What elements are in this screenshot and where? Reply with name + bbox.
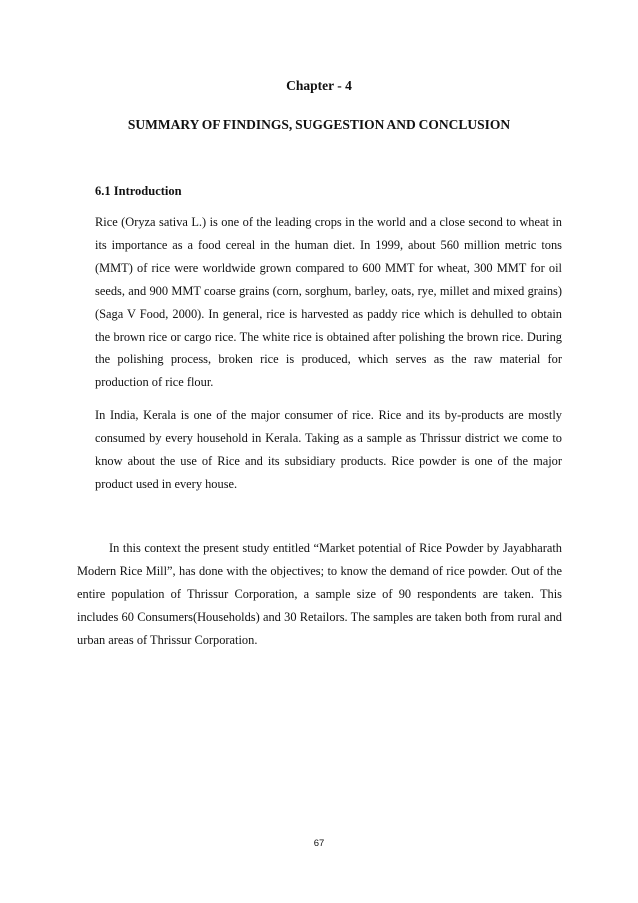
paragraph-context: In this context the present study entitled “Market potential of Rice Powder by Jayabharath Modern Rice Mill”, has done with the objectives; to know the demand of rice powder. Out of the entire population of Thrissur Corporation, a sample size of 90 respondents are taken. This includes 60 Consumers(Households) and 30 Retailors. The samples are taken both from rural and urban areas of Thrissur Corporation. [77,541,562,647]
page-number: 67 [313,838,325,849]
paragraph-intro: Rice (Oryza sativa L.) is one of the leading crops in the world and a close second to wheat in its importance as a food cereal in the human diet. In 1999, about 560 million metric tons (MMT) of rice were worldwide grown compared to 600 MMT for wheat, 300 MMT for oil seeds, and 900 MMT coarse grains (corn, sorghum, barley, oats, rye, millet and mixed grains) (Saga V Food, 2000). In general, rice is harvested as paddy rice which is dehulled to obtain the brown rice or cargo rice. The white rice is obtained after polishing the brown rice. During the polishing process, broken rice is produced, which serves as the raw material for production of rice flour. [95,215,562,390]
section-heading: 6.1 Introduction [95,184,182,198]
paragraph-kerala: In India, Kerala is one of the major consumer of rice. Rice and its by-products are mostly consumed by every household in Kerala. Taking as a sample as Thrissur district we come to know about the use of Rice and its subsidiary products. Rice powder is one of the major product used in every house. [95,408,562,491]
chapter-title: SUMMARY OF FINDINGS, SUGGESTION AND CONCLUSION [127,117,511,132]
chapter-label: Chapter - 4 [286,78,352,93]
